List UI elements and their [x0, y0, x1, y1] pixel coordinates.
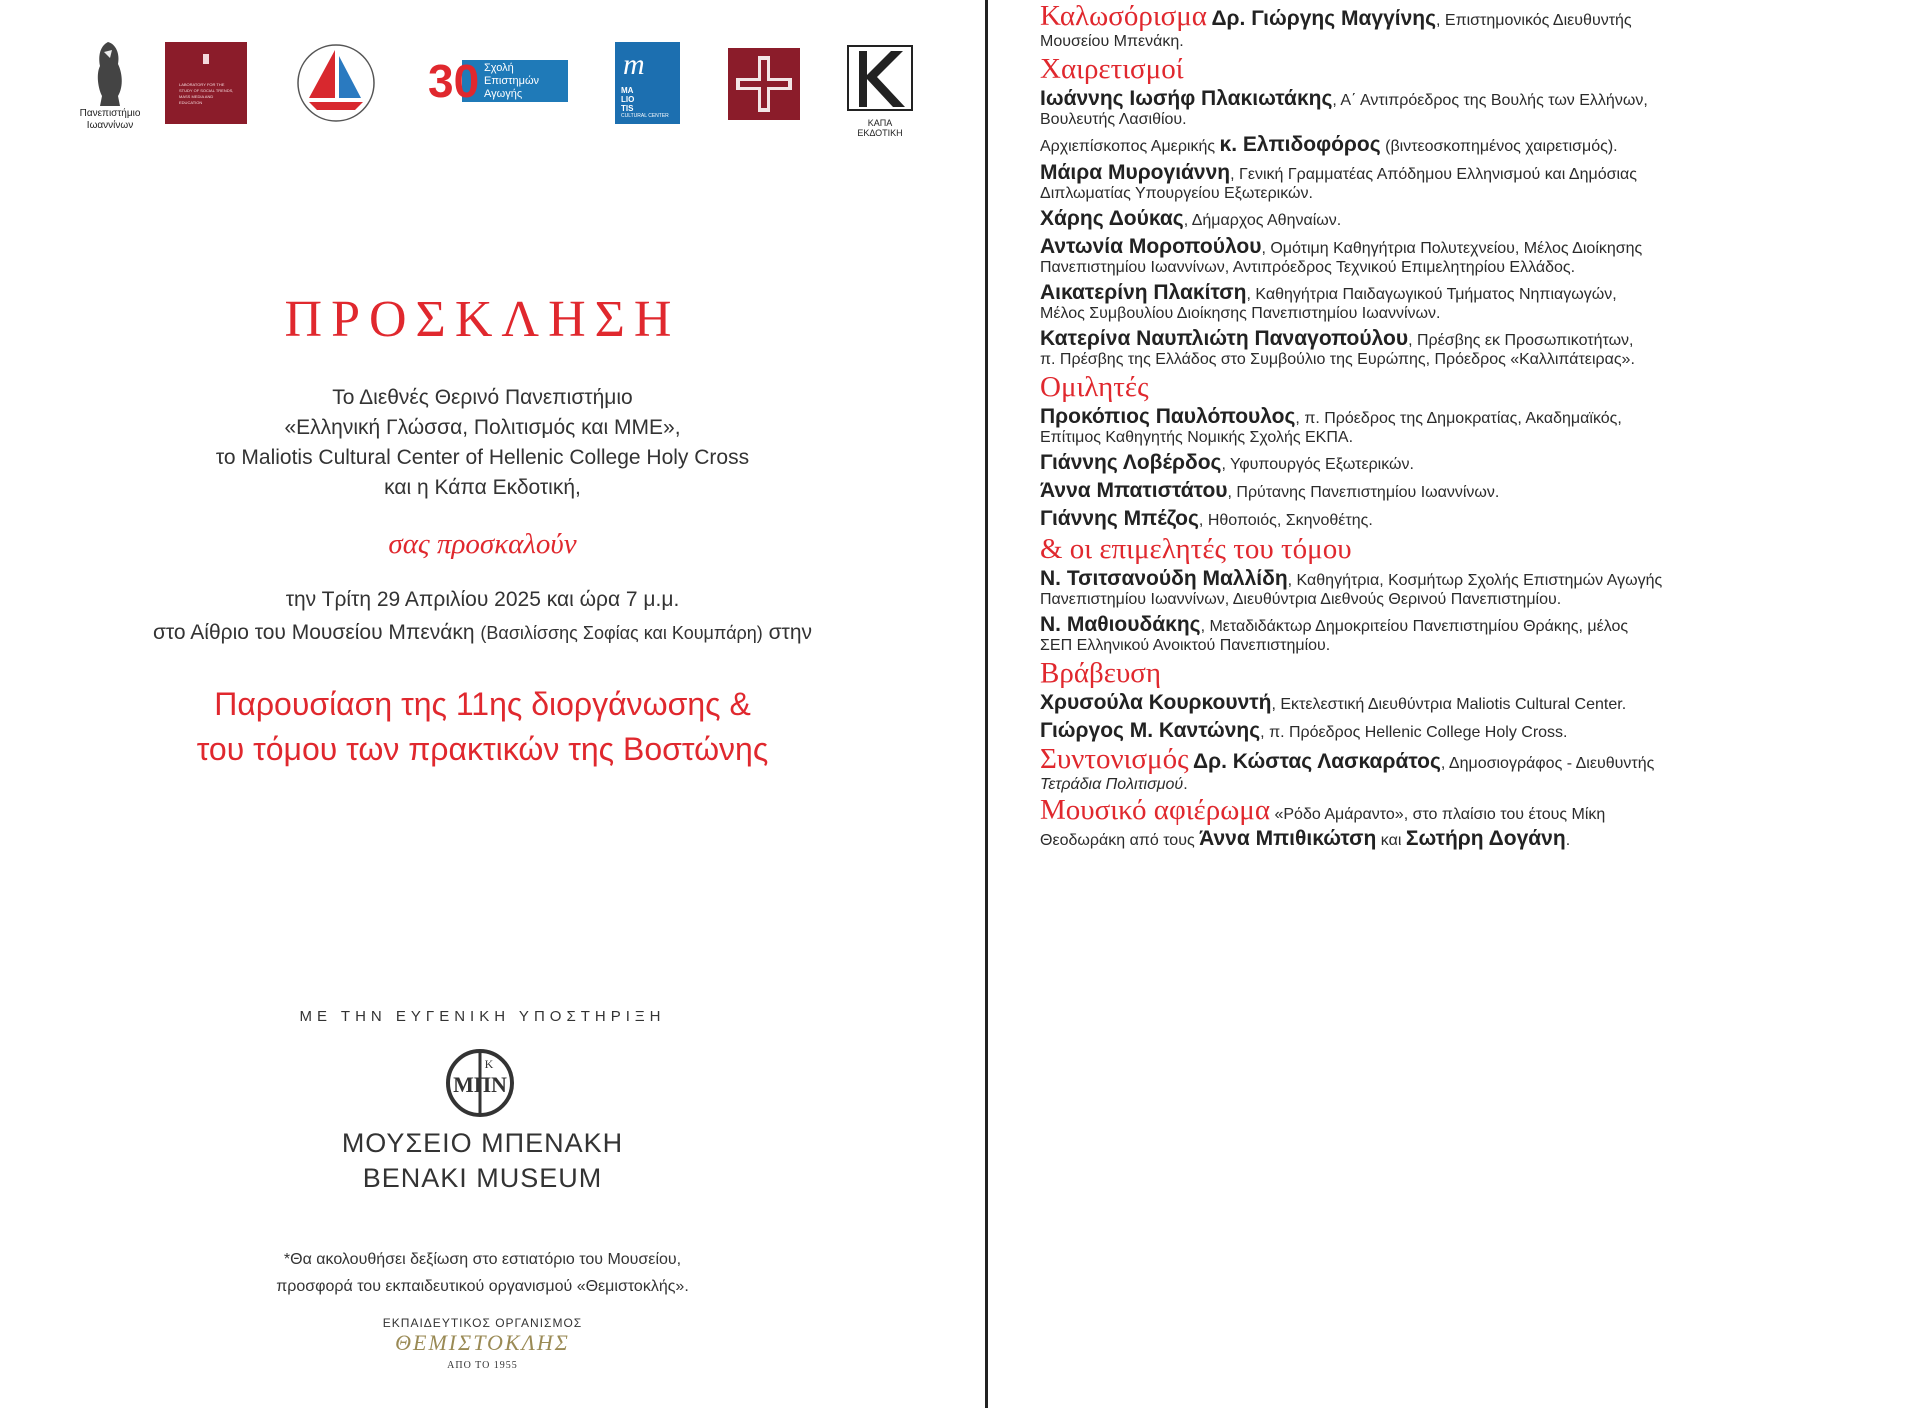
program-right-panel [1040, 0, 1900, 1408]
venue-end: στην [762, 621, 813, 644]
maliotis-line-1: MA [621, 86, 634, 95]
school-line-2: Επιστημών [484, 75, 540, 87]
editor-role: , Μεταδιδάκτωρ Δημοκριτείου Πανεπιστημίου Θράκης, μέλος [1200, 618, 1629, 635]
greetings-heading: Χαιρετισμοί [1040, 53, 1184, 85]
speaker-item [1040, 451, 1900, 475]
owl-statue-icon [90, 38, 130, 108]
maliotis-text [621, 86, 669, 119]
greeting-role: , Ομότιμη Καθηγήτρια Πολυτεχνείου, Μέλος Διοίκησης [1261, 240, 1643, 257]
greeting-name: Μάιρα Μυρογιάννη [1040, 161, 1231, 184]
venue-address: (Βασιλίσσης Σοφίας και Κουμπάρη) [480, 623, 763, 643]
speaker-role: , π. Πρόεδρος της Δημοκρατίας, Ακαδημαϊκός, [1295, 410, 1622, 427]
greeting-role-cont: Πανεπιστημίου Ιωαννίνων, Αντιπρόεδρος Τεχνικού Επιμελητηρίου Ελλάδος. [1040, 259, 1576, 276]
greeting-role-cont: Βουλευτής Λασιθίου. [1040, 111, 1187, 128]
maliotis-line-2: LIO [621, 95, 635, 104]
maliotis-mark: m [623, 48, 645, 81]
moderation-heading: Συντονισμός [1040, 743, 1189, 775]
laboratory-logo [165, 42, 247, 124]
welcome-heading: Καλωσόρισμα [1040, 0, 1207, 32]
school-number: 30 [428, 55, 480, 107]
greeting-name: κ. Ελπιδοφόρος [1219, 133, 1381, 156]
award-name: Χρυσούλα Κουρκουντή [1040, 691, 1272, 714]
cross-icon [728, 48, 800, 120]
greeting-role: (βιντεοσκοπημένος χαιρετισμός). [1380, 138, 1618, 155]
editor-role: , Καθηγήτρια, Κοσμήτωρ Σχολής Επιστημών Αγωγής [1287, 572, 1663, 589]
themistoklis-name: ΘΕΜΙΣΤΟΚΛΗΣ [395, 1330, 570, 1355]
moderation-end: . [1183, 776, 1188, 793]
award-role: , π. Πρόεδρος Hellenic College Holy Cross. [1260, 724, 1568, 741]
benaki-name-english: BENAKI MUSEUM [362, 1163, 603, 1193]
greeting-item [1040, 87, 1900, 129]
inviter-line-3: το Maliotis Cultural Center of Hellenic College Holy Cross [215, 446, 750, 469]
greeting-role: , Καθηγήτρια Παιδαγωγικού Τμήματος Νηπιαγωγών, [1246, 286, 1617, 303]
speakers-section [1040, 369, 1900, 531]
greeting-prefix: Αρχιεπίσκοπος Αμερικής [1040, 138, 1220, 155]
speaker-role: , Ηθοποιός, Σκηνοθέτης. [1198, 512, 1373, 529]
themistoklis-since: ΑΠΟ ΤΟ 1955 [447, 1360, 518, 1371]
greeting-item [1040, 235, 1900, 277]
greeting-item [1040, 281, 1900, 323]
music-text-2: Θεοδωράκη από τους [1040, 832, 1200, 849]
speaker-name: Άννα Μπατιστάτου [1040, 479, 1228, 502]
event-venue [0, 621, 965, 645]
speaker-name: Προκόπιος Παυλόπουλος [1040, 405, 1296, 428]
music-performer-1: Άννα Μπιθικώτση [1199, 827, 1377, 850]
welcome-line-1 [1040, 0, 1900, 33]
moderation-line-1 [1040, 743, 1900, 776]
themistoklis-org-label: ΕΚΠΑΙΔΕΥΤΙΚΟΣ ΟΡΓΑΝΙΣΜΟΣ [382, 1316, 583, 1330]
kapa-caption: ΚΑΠΑ ΕΚΔΟΤΙΚΗ [857, 118, 903, 138]
moderation-name: Δρ. Κώστας Λασκαράτος [1193, 750, 1441, 773]
editor-name: Ν. Μαθιουδάκης [1040, 613, 1201, 636]
awards-heading: Βράβευση [1040, 657, 1162, 689]
music-heading: Μουσικό αφιέρωμα [1040, 794, 1271, 826]
maliotis-line-3: TIS [621, 104, 634, 113]
greeting-role: , Δήμαρχος Αθηναίων. [1183, 212, 1342, 229]
music-line-1 [1040, 794, 1900, 827]
welcome-name: Δρ. Γιώργης Μαγγίνης [1211, 7, 1437, 30]
editor-role-cont: ΣΕΠ Ελληνικού Ανοικτού Πανεπιστημίου. [1040, 637, 1331, 654]
greeting-role: , Πρέσβης εκ Προσωπικοτήτων, [1408, 332, 1634, 349]
sailboat-icon [295, 42, 377, 124]
music-section [1040, 794, 1900, 851]
greeting-role: , Α΄ Αντιπρόεδρος της Βουλής των Ελλήνων, [1332, 92, 1648, 109]
speaker-item [1040, 405, 1900, 447]
greeting-role-cont: π. Πρέσβης της Ελλάδος στο Συμβούλιο της Ευρώπης, Πρόεδρος «Καλλιπάτειρας». [1040, 351, 1635, 368]
award-item [1040, 691, 1900, 715]
welcome-role-1: , Επιστημονικός Διευθυντής [1436, 12, 1632, 29]
reception-note-2: προσφορά του εκπαιδευτικού οργανισμού «Θεμιστοκλής». [276, 1278, 689, 1295]
awards-section [1040, 655, 1900, 743]
speaker-role: , Πρύτανης Πανεπιστημίου Ιωαννίνων. [1227, 484, 1500, 501]
editor-name: Ν. Τσιτσανούδη Μαλλίδη [1040, 567, 1288, 590]
presentation-title [0, 682, 965, 772]
greeting-name: Αντωνία Μοροπούλου [1040, 235, 1262, 258]
greeting-role-cont: Διπλωματίας Υπουργείου Εξωτερικών. [1040, 185, 1313, 202]
speaker-name: Γιάννης Λοβέρδος [1040, 451, 1222, 474]
uoi-caption-1: Πανεπιστήμιο [79, 108, 141, 119]
moderation-role-1: , Δημοσιογράφος - Διευθυντής [1440, 755, 1655, 772]
invitation-title: ΠΡΟΣΚΛΗΣΗ [284, 291, 681, 348]
greeting-item [1040, 207, 1900, 231]
music-end: . [1565, 832, 1571, 849]
invite-phrase: σας προσκαλούν [388, 528, 577, 560]
university-ioannina-logo [55, 38, 165, 133]
speaker-role: , Υφυπουργός Εξωτερικών. [1221, 456, 1414, 473]
inviters-block [0, 383, 965, 503]
inviter-line-1: Το Διεθνές Θερινό Πανεπιστήμιο [332, 386, 633, 409]
editor-role-cont: Πανεπιστημίου Ιωαννίνων, Διευθύντρια Διεθνούς Θερινού Πανεπιστημίου. [1040, 591, 1562, 608]
award-role: , Εκτελεστική Διευθύντρια Maliotis Cultural Center. [1271, 696, 1627, 713]
greeting-name: Κατερίνα Ναυπλιώτη Παναγοπούλου [1040, 327, 1409, 350]
svg-text:Κ: Κ [484, 1057, 494, 1071]
music-text-1: «Ρόδο Αμάραντο», στο πλαίσιο του έτους Μίκη [1270, 806, 1606, 823]
editors-section [1040, 531, 1900, 655]
music-and: και [1376, 832, 1406, 849]
greeting-name: Χάρης Δούκας [1040, 207, 1184, 230]
greetings-section [1040, 51, 1900, 369]
inviter-line-2: «Ελληνική Γλώσσα, Πολιτισμός και ΜΜΕ», [284, 416, 681, 439]
school-line-3: Αγωγής [484, 88, 523, 100]
presentation-line-2: του τόμου των πρακτικών της Βοστώνης [196, 731, 769, 767]
speaker-name: Γιάννης Μπέζος [1040, 507, 1199, 530]
svg-text:ΜΠΝ: ΜΠΝ [453, 1072, 507, 1097]
kapa-k-icon [847, 45, 913, 111]
award-name: Γιώργος Μ. Καντώνης [1040, 719, 1261, 742]
maliotis-logo [615, 42, 680, 124]
lab-text: LABORATORY FOR THE STUDY OF SOCIAL TRENDS, MASS MEDIA AND EDUCATION [179, 82, 234, 105]
moderation-line-2 [1040, 776, 1900, 794]
welcome-section [1040, 0, 1900, 51]
event-date: την Τρίτη 29 Απριλίου 2025 και ώρα 7 μ.μ. [285, 588, 680, 611]
greeting-role: , Γενική Γραμματέας Απόδημου Ελληνισμού και Δημόσιας [1230, 166, 1637, 183]
welcome-role-2: Μουσείου Μπενάκη. [1040, 33, 1184, 50]
lab-emblem-icon [165, 42, 247, 80]
support-label: ΜΕ ΤΗΝ ΕΥΓΕΝΙΚΗ ΥΠΟΣΤΗΡΙΞΗ [299, 1008, 666, 1025]
speaker-item [1040, 507, 1900, 531]
editor-item [1040, 613, 1900, 655]
benaki-monogram-icon [445, 1048, 515, 1118]
reception-note-1: *Θα ακολουθήσει δεξίωση στο εστιατόριο του Μουσείου, [283, 1251, 682, 1268]
uoi-caption-2: Ιωαννίνων [86, 120, 134, 131]
kapa-publishing-logo [845, 45, 915, 138]
greeting-item [1040, 133, 1900, 157]
holy-cross-logo [728, 48, 800, 120]
presentation-line-1: Παρουσίαση της 11ης διοργάνωσης & [214, 686, 751, 722]
school-line-1: Σχολή [484, 62, 514, 74]
moderation-publication: Τετράδια Πολιτισμού [1040, 776, 1184, 793]
benaki-name-greek: ΜΟΥΣΕΙΟ ΜΠΕΝΑΚΗ [341, 1128, 624, 1158]
greeting-role-cont: Μέλος Συμβουλίου Διοίκησης Πανεπιστημίου Ιωαννίνων. [1040, 305, 1441, 322]
speaker-item [1040, 479, 1900, 503]
speakers-heading: Ομιλητές [1040, 371, 1149, 403]
school-education-30-logo [428, 57, 568, 105]
greeting-name: Ιωάννης Ιωσήφ Πλακιωτάκης [1040, 87, 1333, 110]
sailboat-logo [295, 42, 377, 124]
maliotis-sub: CULTURAL CENTER [621, 113, 669, 119]
editor-item [1040, 567, 1900, 609]
greeting-name: Αικατερίνη Πλακίτση [1040, 281, 1247, 304]
greeting-item [1040, 161, 1900, 203]
column-divider [985, 0, 988, 1408]
speaker-role-cont: Επίτιμος Καθηγητής Νομικής Σχολής ΕΚΠΑ. [1040, 429, 1354, 446]
moderation-section [1040, 743, 1900, 794]
editors-heading: & οι επιμελητές του τόμου [1040, 533, 1352, 565]
award-item [1040, 719, 1900, 743]
inviter-line-4: και η Κάπα Εκδοτική, [384, 476, 581, 499]
greeting-item [1040, 327, 1900, 369]
music-performer-2: Σωτήρη Δογάνη [1405, 827, 1566, 850]
venue-start: στο Αίθριο του Μουσείου Μπενάκη [152, 621, 481, 644]
music-line-2 [1040, 827, 1900, 851]
